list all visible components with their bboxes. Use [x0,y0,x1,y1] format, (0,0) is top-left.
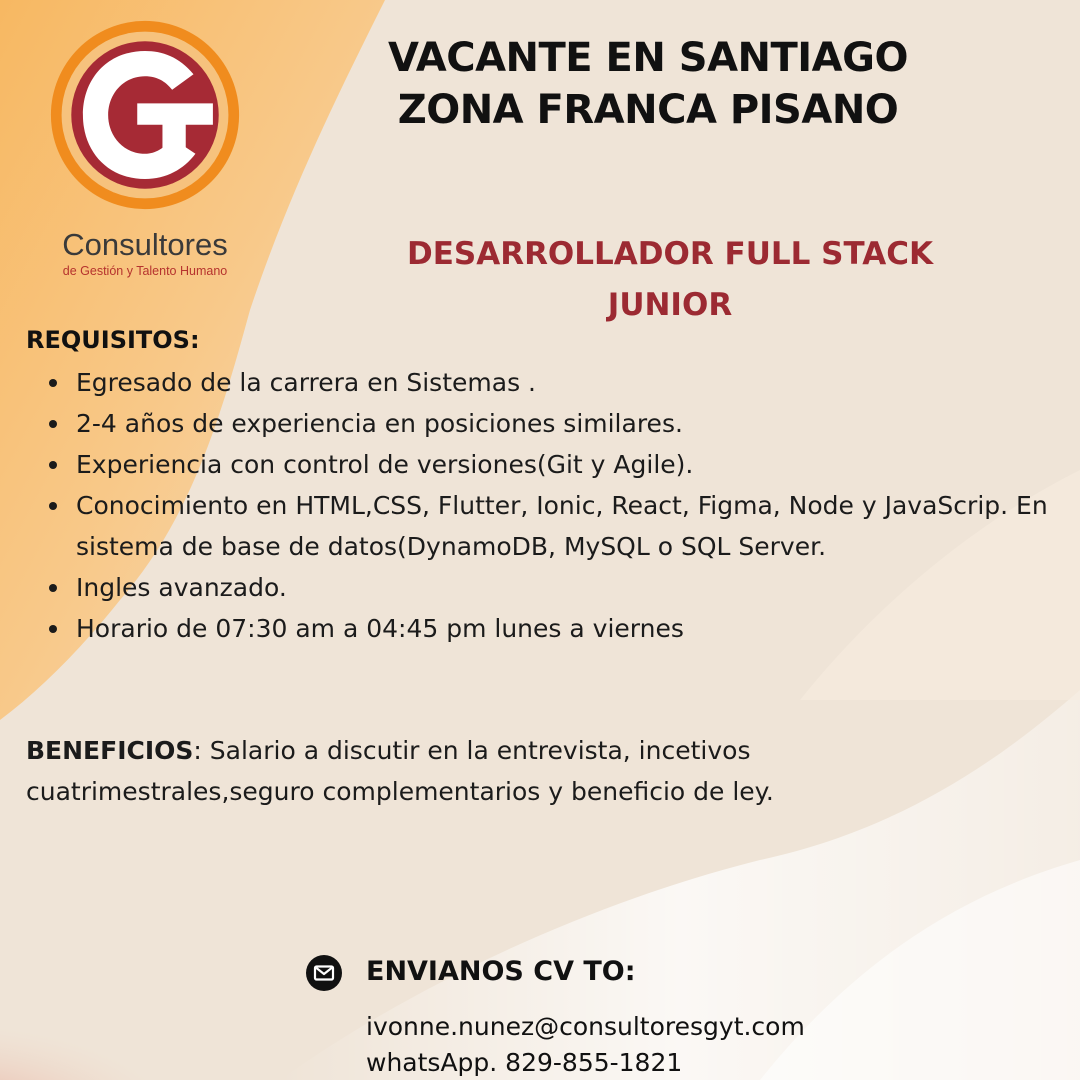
requirements-heading: REQUISITOS: [26,326,200,354]
position-title-line-1: DESARROLLADOR FULL STACK [406,236,934,272]
list-item: Conocimiento en HTML,CSS, Flutter, Ionic, React, Figma, Node y JavaScrip. En sistema de base de datos(DynamoDB, MySQL o SQL Server. [76,485,1061,567]
benefits-text: : Salario a discutir en la entrevista, incetivos cuatrimestrales,seguro complementarios y beneficio de ley. [26,736,774,806]
contact-email[interactable]: ivonne.nunez@consultoresgyt.com [366,1012,805,1041]
list-item: Ingles avanzado. [76,567,1061,608]
requirements-list [76,362,1061,649]
logo-tagline: de Gestión y Talento Humano [62,264,228,278]
headline-line-2: ZONA FRANCA PISANO [397,87,899,133]
list-item: Experiencia con control de versiones(Git y Agile). [76,444,1061,485]
list-item: Egresado de la carrera en Sistemas . [76,362,1061,403]
contact-heading: ENVIANOS CV TO: [366,956,636,987]
company-logo [40,18,255,278]
list-item: 2-4 años de experiencia en posiciones similares. [76,403,1061,444]
contact-phone[interactable]: whatsApp. 829-855-1821 [366,1048,683,1077]
gt-logo-icon [48,18,242,212]
headline-line-1: VACANTE EN SANTIAGO [388,35,908,81]
envelope-icon [306,955,342,991]
position-title-line-2: JUNIOR [607,287,733,323]
benefits-label: BENEFICIOS [26,736,194,765]
benefits-paragraph [26,730,956,812]
list-item: Horario de 07:30 am a 04:45 pm lunes a viernes [76,608,1061,649]
logo-wordmark: Consultores [62,227,228,262]
